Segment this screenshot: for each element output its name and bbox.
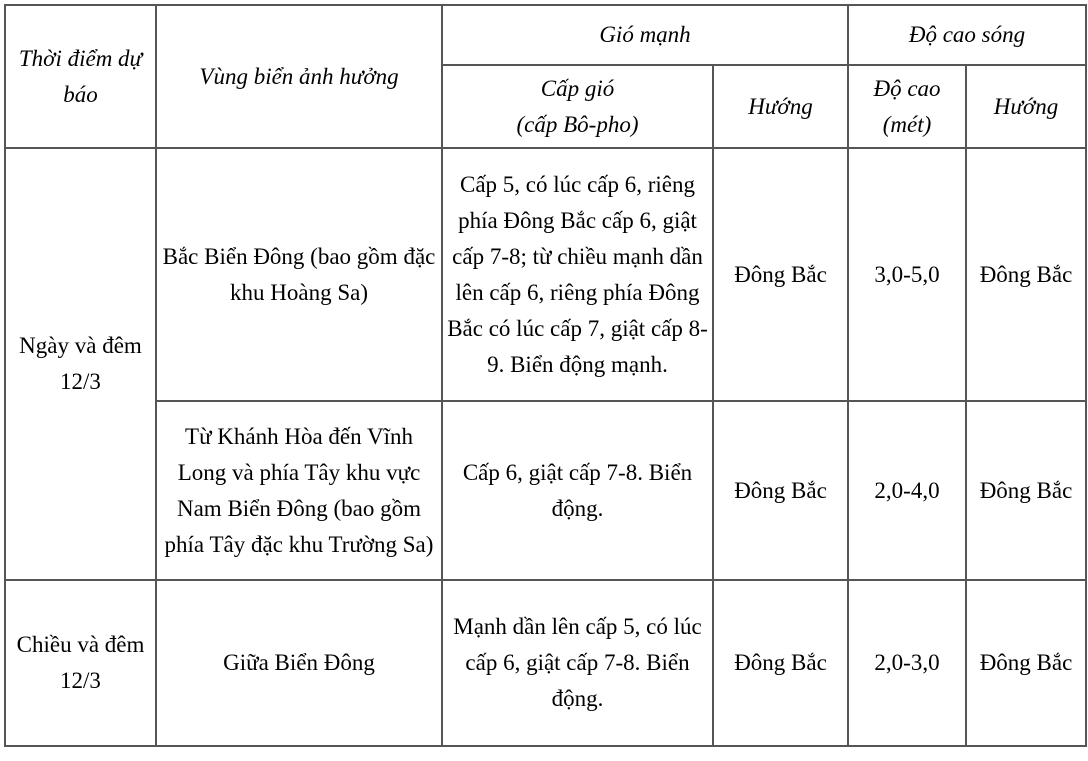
cell-time: Chiều và đêm 12/3 — [5, 580, 156, 746]
header-wave-height — [848, 65, 966, 148]
cell-wave-direction: Đông Bắc — [966, 401, 1086, 580]
header-wind-level — [442, 65, 713, 148]
cell-wind-direction: Đông Bắc — [713, 580, 848, 746]
table-row — [5, 401, 1086, 580]
header-wave-group: Độ cao sóng — [848, 5, 1086, 65]
header-wind-group: Gió mạnh — [442, 5, 848, 65]
cell-wave-height: 2,0-3,0 — [848, 580, 966, 746]
cell-region: Từ Khánh Hòa đến Vĩnh Long và phía Tây khu vực Nam Biển Đông (bao gồm phía Tây đặc khu Trường Sa) — [156, 401, 442, 580]
header-wave-height-line1: Độ cao — [873, 75, 941, 101]
cell-region: Giữa Biển Đông — [156, 580, 442, 746]
header-row-top — [5, 5, 1086, 65]
cell-wind-level: Cấp 6, giật cấp 7-8. Biển động. — [442, 401, 713, 580]
header-wind-level-line1: Cấp gió — [540, 75, 615, 101]
header-wave-direction: Hướng — [966, 65, 1086, 148]
cell-wave-height: 3,0-5,0 — [848, 148, 966, 401]
header-region: Vùng biển ảnh hưởng — [156, 5, 442, 148]
header-wave-height-line2: (mét) — [882, 111, 932, 137]
forecast-table-container — [4, 4, 1087, 747]
table-row — [5, 580, 1086, 746]
header-wind-level-line2: (cấp Bô-pho) — [516, 111, 639, 137]
cell-wind-direction: Đông Bắc — [713, 401, 848, 580]
cell-region: Bắc Biển Đông (bao gồm đặc khu Hoàng Sa) — [156, 148, 442, 401]
header-wind-direction: Hướng — [713, 65, 848, 148]
cell-wave-height: 2,0-4,0 — [848, 401, 966, 580]
cell-wind-level: Cấp 5, có lúc cấp 6, riêng phía Đông Bắc cấp 6, giật cấp 7-8; từ chiều mạnh dần lên cấp 6, riêng phía Đông Bắc có lúc cấp 7, giật cấp 8-9. Biển động mạnh. — [442, 148, 713, 401]
cell-time: Ngày và đêm 12/3 — [5, 148, 156, 580]
cell-wind-level: Mạnh dần lên cấp 5, có lúc cấp 6, giật cấp 7-8. Biển động. — [442, 580, 713, 746]
table-row — [5, 148, 1086, 401]
cell-wave-direction: Đông Bắc — [966, 148, 1086, 401]
header-time: Thời điểm dự báo — [5, 5, 156, 148]
cell-wave-direction: Đông Bắc — [966, 580, 1086, 746]
sea-forecast-table — [4, 4, 1087, 747]
cell-wind-direction: Đông Bắc — [713, 148, 848, 401]
